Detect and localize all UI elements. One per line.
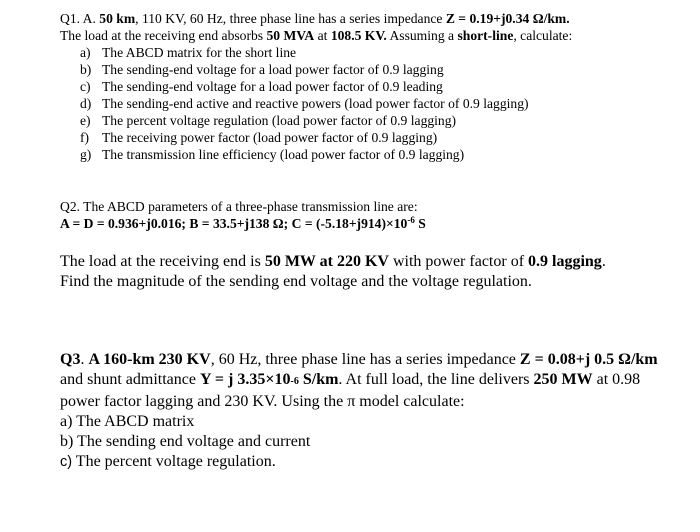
q2-line-1: Q2. The ABCD parameters of a three-phase transmission line are: [60,199,418,214]
load-line-1: The load at the receiving end is 50 MW at 220 KV with power factor of 0.9 lagging. [60,253,606,270]
list-item: f) The receiving power factor (load power factor of 0.9 lagging) [80,130,438,145]
question-3 [60,350,660,472]
list-item: b) The sending end voltage and current [60,433,311,450]
list-item: b) The sending-end voltage for a load power factor of 0.9 lagging [80,62,444,77]
list-item: c) The sending-end voltage for a load power factor of 0.9 leading [80,79,443,94]
q2-abcd-parameters: A = D = 0.936+j0.016; B = 33.5+j138 Ω; $C = (-5.18+j914)\times 10^{-6}$ S [60,215,426,231]
list-item: e) The percent voltage regulation (load power factor of 0.9 lagging) [80,113,457,128]
q1-subquestion-list [60,44,690,163]
load-line-2: Find the magnitude of the sending end voltage and the voltage regulation. [60,272,532,290]
list-item: c) The percent voltage regulation. [60,453,276,470]
list-item: a) The ABCD matrix [60,413,195,430]
q2-load-statement [60,252,660,291]
question-1 [60,10,690,163]
q3-statement: Q3. A 160-km 230 KV, 60 Hz, three phase line has a series impedance Z = 0.08+j 0.5 Ω/km and shunt admittance Y = j 3.35×10-6 S/km. At full load, the line delivers 250 MW at 0.98 power factor lagging and 230 KV. Using the π model calculate: [60,351,658,410]
q1-line-2: The load at the receiving end absorbs 50 MVA at 108.5 KV. Assuming a short-line, calculate: [60,28,573,43]
question-2 [60,198,690,232]
list-item: g) The transmission line efficiency (load power factor of 0.9 lagging) [80,147,465,162]
list-item: a) The ABCD matrix for the short line [80,45,297,60]
q1-line-1: Q1. A. 50 km, 110 KV, 60 Hz, three phase line has a series impedance Z = 0.19+j0.34 Ω/km. [60,11,570,26]
list-item: d) The sending-end active and reactive powers (load power factor of 0.9 lagging) [80,96,529,111]
